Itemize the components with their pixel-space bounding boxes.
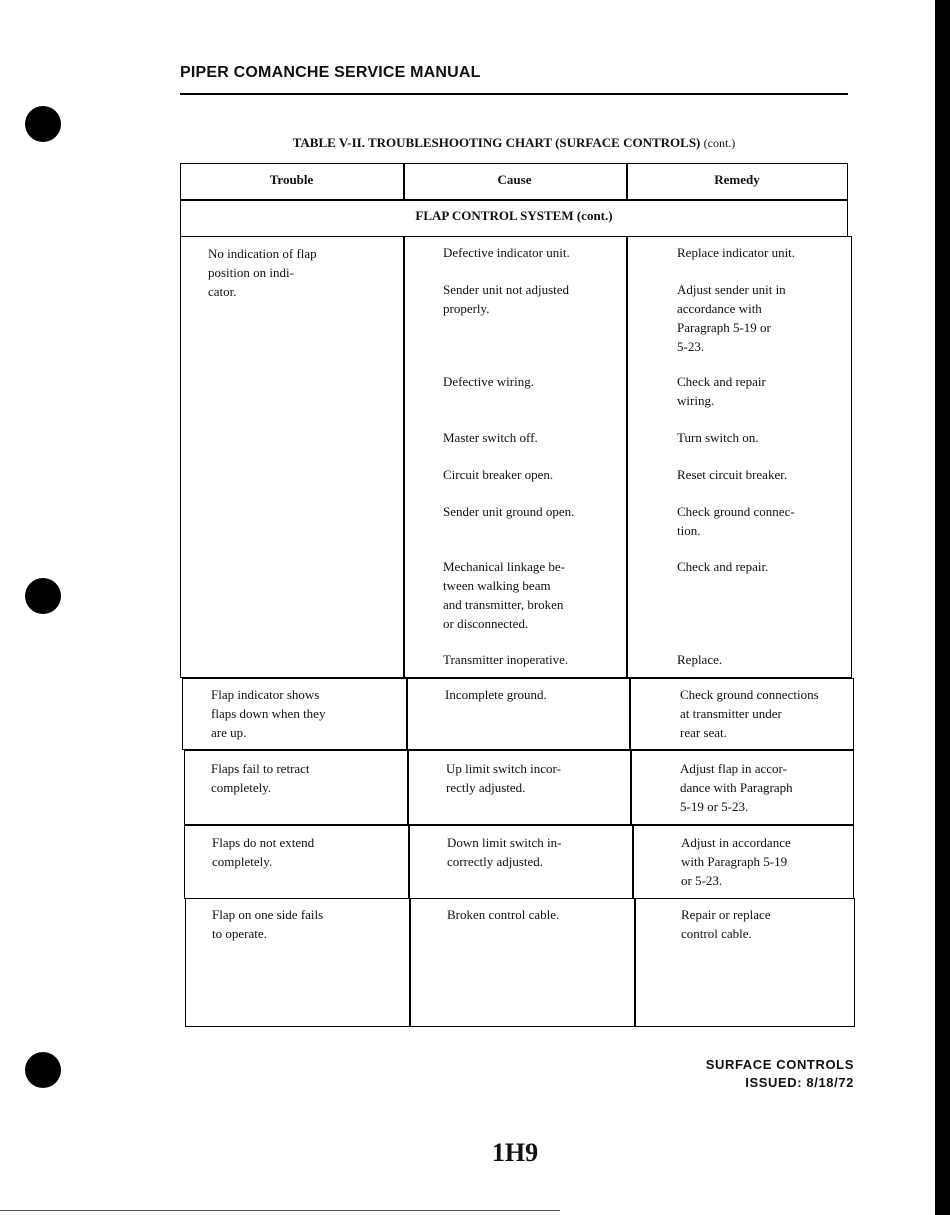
page-number: 1H9 (491, 1138, 539, 1167)
cause-cell: Defective indicator unit. (443, 245, 570, 260)
trouble-cell: Flap on one side fails to operate. (212, 907, 324, 941)
group3-divider-1 (407, 750, 409, 825)
cause-cell: Mechanical linkage be- tween walking beam and transmitter, broken or disconnected. (443, 559, 565, 631)
group3-divider-2 (630, 750, 632, 825)
group2-divider-2 (629, 678, 631, 750)
remedy-cell: Replace indicator unit. (677, 245, 796, 260)
footer-section: SURFACE CONTROLS (705, 1057, 854, 1072)
cause-cell: Circuit breaker open. (443, 467, 554, 482)
group2-divider-1 (406, 678, 408, 750)
cause-cell: Broken control cable. (447, 907, 560, 922)
cause-cell: Up limit switch incor- rectly adjusted. (446, 761, 561, 795)
punch-hole-middle (25, 578, 61, 614)
cause-cell: Master switch off. (443, 430, 538, 445)
cause-cell: Down limit switch in- correctly adjusted. (447, 835, 562, 869)
col-header-trouble: Trouble (269, 172, 314, 187)
col-header-cause: Cause (497, 172, 532, 187)
remedy-cell: Adjust sender unit in accordance with Paragraph 5-19 or 5-23. (677, 282, 786, 354)
footer-issued: ISSUED: 8/18/72 (745, 1075, 854, 1090)
table-title (180, 135, 848, 151)
punch-hole-top (25, 106, 61, 142)
trouble-cell: Flaps do not extend completely. (212, 835, 315, 869)
cause-cell: Sender unit not adjusted properly. (443, 282, 570, 316)
cause-cell: Defective wiring. (443, 374, 534, 389)
remedy-cell: Check ground connec- tion. (677, 504, 795, 538)
group1-divider-2 (626, 236, 628, 678)
manual-title: PIPER COMANCHE SERVICE MANUAL (180, 64, 481, 81)
bottom-rule (0, 1210, 560, 1211)
remedy-cell: Adjust in accordance with Paragraph 5-19 or 5-23. (681, 835, 791, 888)
trouble-cell: Flaps fail to retract completely. (211, 761, 310, 795)
section-title: FLAP CONTROL SYSTEM (cont.) (415, 208, 613, 223)
remedy-cell: Repair or replace control cable. (681, 907, 771, 941)
group1-divider-1 (403, 236, 405, 678)
cause-cell: Sender unit ground open. (443, 504, 575, 519)
group5-divider-2 (634, 898, 636, 1027)
header-divider (180, 199, 848, 201)
table-title-suffix: (cont.) (703, 136, 736, 150)
remedy-cell: Turn switch on. (677, 430, 759, 445)
punch-hole-bottom (25, 1052, 61, 1088)
table-title-text: TABLE V-II. TROUBLESHOOTING CHART (SURFACE CONTROLS) (292, 135, 701, 150)
remedy-cell: Replace. (677, 652, 723, 667)
group4-divider-2 (632, 825, 634, 899)
remedy-cell: Check and repair wiring. (677, 374, 766, 408)
group5-divider-1 (409, 898, 411, 1027)
cause-cell: Transmitter inoperative. (443, 652, 569, 667)
scan-edge-bar (935, 0, 950, 1215)
header-rule (180, 93, 848, 95)
remedy-cell: Adjust flap in accor- dance with Paragraph 5-19 or 5-23. (680, 761, 793, 814)
remedy-cell: Check ground connections at transmitter under rear seat. (680, 687, 819, 740)
group4-divider-1 (408, 825, 410, 899)
cause-cell: Incomplete ground. (445, 687, 547, 702)
col-header-remedy: Remedy (714, 172, 760, 187)
remedy-cell: Check and repair. (677, 559, 769, 574)
trouble-cell: Flap indicator shows flaps down when they are up. (211, 687, 326, 740)
remedy-cell: Reset circuit breaker. (677, 467, 788, 482)
trouble-cell: No indication of flap position on indi- cator. (208, 246, 317, 299)
